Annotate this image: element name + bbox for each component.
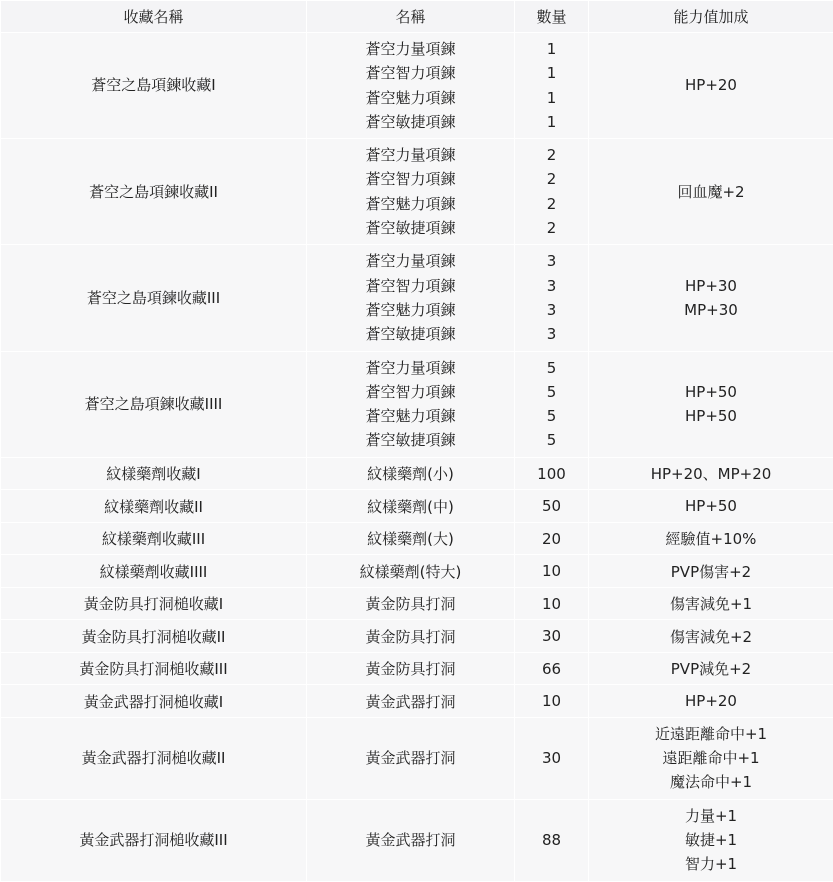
table-row — [1, 620, 833, 653]
quantity: 3 — [515, 298, 588, 322]
table-row — [1, 799, 833, 881]
item-name: 黃金防具打洞 — [307, 620, 515, 653]
item-name: 蒼空力量項鍊 — [307, 37, 514, 61]
quantity: 1 — [515, 37, 588, 61]
bonus: 魔法命中+1 — [589, 770, 833, 794]
bonus: HP+50 — [589, 490, 833, 523]
item-name: 黃金防具打洞 — [307, 652, 515, 685]
quantity: 3 — [515, 322, 588, 346]
item-name: 蒼空智力項鍊 — [307, 274, 514, 298]
collection-name-cell: 黃金武器打洞槌收藏II — [1, 717, 307, 799]
item-names-cell — [307, 33, 515, 139]
table-row — [1, 351, 833, 457]
item-name: 黃金武器打洞 — [307, 717, 515, 799]
quantity: 100 — [515, 457, 589, 490]
item-name: 蒼空敏捷項鍊 — [307, 322, 514, 346]
bonus: HP+50 — [589, 380, 833, 404]
table-row — [1, 555, 833, 588]
quantity: 1 — [515, 86, 588, 110]
quantity: 88 — [515, 799, 589, 881]
item-name: 蒼空敏捷項鍊 — [307, 110, 514, 134]
collection-name-cell: 黃金防具打洞槌收藏III — [1, 652, 307, 685]
quantity: 3 — [515, 274, 588, 298]
header-collection-name: 收藏名稱 — [1, 1, 307, 33]
quantity: 2 — [515, 192, 588, 216]
quantity: 10 — [515, 685, 589, 718]
item-name: 紋樣藥劑(中) — [307, 490, 515, 523]
bonus-cell — [589, 139, 833, 245]
item-name: 蒼空魅力項鍊 — [307, 404, 514, 428]
bonus-cell — [589, 717, 833, 799]
collection-name-cell: 紋樣藥劑收藏III — [1, 522, 307, 555]
item-name: 紋樣藥劑(大) — [307, 522, 515, 555]
quantity: 5 — [515, 428, 588, 452]
table-header-row — [1, 1, 833, 33]
collection-name-cell: 蒼空之島項鍊收藏III — [1, 245, 307, 351]
table-row — [1, 522, 833, 555]
item-name: 蒼空魅力項鍊 — [307, 192, 514, 216]
table-row — [1, 685, 833, 718]
bonus: 經驗值+10% — [589, 522, 833, 555]
quantity: 2 — [515, 167, 588, 191]
quantity: 10 — [515, 587, 589, 620]
item-name: 蒼空敏捷項鍊 — [307, 428, 514, 452]
table-row — [1, 245, 833, 351]
quantities-cell — [515, 351, 589, 457]
bonus: PVP減免+2 — [589, 652, 833, 685]
bonus: PVP傷害+2 — [589, 555, 833, 588]
bonus: 傷害減免+2 — [589, 620, 833, 653]
table-row — [1, 717, 833, 799]
quantities-cell — [515, 245, 589, 351]
quantity: 30 — [515, 620, 589, 653]
quantity: 2 — [515, 216, 588, 240]
bonus: HP+20 — [589, 685, 833, 718]
quantity: 5 — [515, 404, 588, 428]
header-stat-bonus: 能力值加成 — [589, 1, 833, 33]
collection-name-cell: 蒼空之島項鍊收藏I — [1, 33, 307, 139]
bonus: 傷害減免+1 — [589, 587, 833, 620]
quantity: 10 — [515, 555, 589, 588]
bonus-cell — [589, 799, 833, 881]
bonus: HP+50 — [589, 404, 833, 428]
bonus: HP+20、MP+20 — [589, 457, 833, 490]
item-name: 蒼空魅力項鍊 — [307, 86, 514, 110]
item-name: 蒼空力量項鍊 — [307, 356, 514, 380]
item-name: 黃金防具打洞 — [307, 587, 515, 620]
quantity: 1 — [515, 110, 588, 134]
item-name: 蒼空智力項鍊 — [307, 167, 514, 191]
bonus: 近遠距離命中+1 — [589, 722, 833, 746]
bonus: 敏捷+1 — [589, 828, 833, 852]
quantity: 3 — [515, 249, 588, 273]
quantity: 1 — [515, 61, 588, 85]
collection-name-cell: 紋樣藥劑收藏II — [1, 490, 307, 523]
item-name: 蒼空力量項鍊 — [307, 249, 514, 273]
header-item-name: 名稱 — [307, 1, 515, 33]
quantity: 50 — [515, 490, 589, 523]
item-names-cell — [307, 351, 515, 457]
bonus-cell — [589, 33, 833, 139]
table-row — [1, 457, 833, 490]
quantities-cell — [515, 139, 589, 245]
item-names-cell — [307, 245, 515, 351]
bonus-cell — [589, 351, 833, 457]
item-name: 黃金武器打洞 — [307, 685, 515, 718]
bonus: 回血魔+2 — [589, 180, 833, 204]
collection-name-cell: 蒼空之島項鍊收藏IIII — [1, 351, 307, 457]
quantity: 5 — [515, 356, 588, 380]
bonus: HP+30 — [589, 274, 833, 298]
item-name: 蒼空智力項鍊 — [307, 61, 514, 85]
collection-name-cell: 黃金防具打洞槌收藏I — [1, 587, 307, 620]
collection-name-cell: 黃金武器打洞槌收藏III — [1, 799, 307, 881]
item-name: 紋樣藥劑(小) — [307, 457, 515, 490]
bonus: HP+20 — [589, 73, 833, 97]
item-name: 蒼空敏捷項鍊 — [307, 216, 514, 240]
collection-name-cell: 紋樣藥劑收藏IIII — [1, 555, 307, 588]
quantities-cell — [515, 33, 589, 139]
bonus: 力量+1 — [589, 804, 833, 828]
table-row — [1, 587, 833, 620]
item-name: 紋樣藥劑(特大) — [307, 555, 515, 588]
table-row — [1, 652, 833, 685]
collection-name-cell: 蒼空之島項鍊收藏II — [1, 139, 307, 245]
item-name: 黃金武器打洞 — [307, 799, 515, 881]
table-row — [1, 139, 833, 245]
item-name: 蒼空智力項鍊 — [307, 380, 514, 404]
quantity: 30 — [515, 717, 589, 799]
header-quantity: 數量 — [515, 1, 589, 33]
item-names-cell — [307, 139, 515, 245]
quantity: 20 — [515, 522, 589, 555]
table-row — [1, 33, 833, 139]
bonus-cell — [589, 245, 833, 351]
quantity: 5 — [515, 380, 588, 404]
quantity: 2 — [515, 143, 588, 167]
collection-name-cell: 紋樣藥劑收藏I — [1, 457, 307, 490]
bonus: 遠距離命中+1 — [589, 746, 833, 770]
table-row — [1, 490, 833, 523]
bonus: MP+30 — [589, 298, 833, 322]
collection-name-cell: 黃金武器打洞槌收藏I — [1, 685, 307, 718]
quantity: 66 — [515, 652, 589, 685]
item-name: 蒼空魅力項鍊 — [307, 298, 514, 322]
item-name: 蒼空力量項鍊 — [307, 143, 514, 167]
bonus: 智力+1 — [589, 852, 833, 876]
collection-name-cell: 黃金防具打洞槌收藏II — [1, 620, 307, 653]
